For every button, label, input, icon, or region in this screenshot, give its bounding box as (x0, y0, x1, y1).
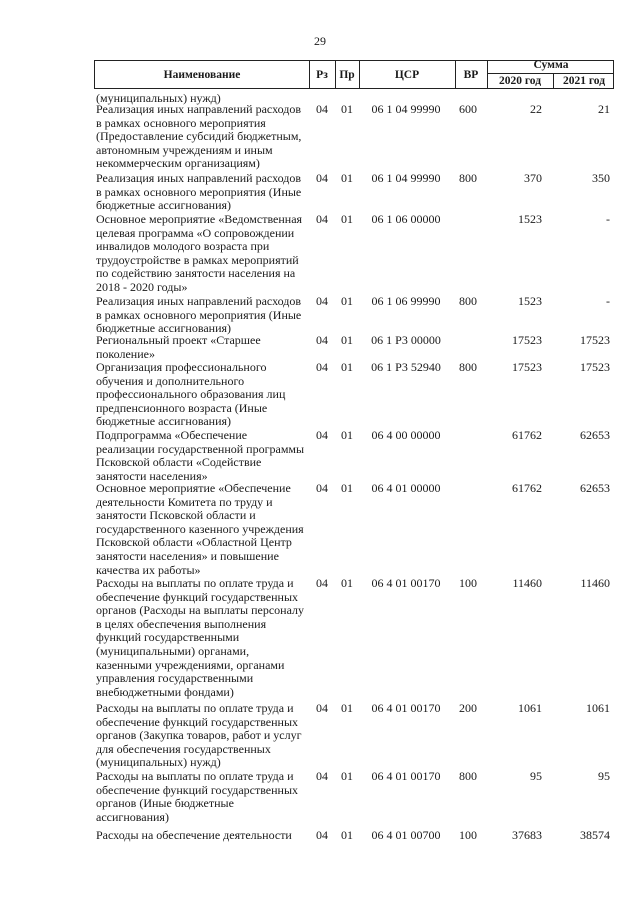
row-csr: 06 4 01 00170 (371, 769, 441, 783)
row-name: Реализация иных направлений расходов в рамках основного мероприятия (Иные бюджетные ассигнования) (96, 171, 302, 213)
row-name: (муниципальных) нужд) (96, 91, 221, 105)
row-name: Расходы на обеспечение деятельности (96, 828, 292, 842)
row-pr: 01 (341, 294, 353, 308)
header-vr: ВР (463, 69, 479, 81)
row-vr: 800 (459, 171, 477, 185)
row-csr: 06 4 01 00000 (371, 481, 441, 495)
row-name: Реализация иных направлений расходов в рамках основного мероприятия (Иные бюджетные ассигнования) (96, 294, 302, 336)
row-sum-2020: 61762 (512, 428, 542, 442)
row-sum-2021: 1061 (586, 701, 610, 715)
row-rz: 04 (316, 701, 328, 715)
row-sum-2021: 95 (598, 769, 610, 783)
row-rz: 04 (316, 294, 328, 308)
header-sum: Сумма (533, 59, 569, 71)
row-csr: 06 4 01 00170 (371, 576, 441, 590)
row-csr: 06 1 P3 00000 (371, 333, 441, 347)
row-vr: 800 (459, 360, 477, 374)
row-vr: 100 (459, 828, 477, 842)
row-name: Расходы на выплаты по оплате труда и обеспечение функций государственных органов (Закупка товаров, работ и услуг для обеспечения государственных (муниципальных) нужд) (96, 701, 302, 770)
row-rz: 04 (316, 102, 328, 116)
row-pr: 01 (341, 212, 353, 226)
row-csr: 06 1 04 99990 (371, 171, 441, 185)
row-pr: 01 (341, 828, 353, 842)
row-sum-2021: 17523 (580, 333, 610, 347)
row-sum-2020: 1523 (518, 294, 542, 308)
header-name: Наименование (163, 69, 241, 81)
row-name: Реализация иных направлений расходов в рамках основного мероприятия (Предоставление субсидий бюджетным, автономным учреждениям и иным некоммерческим организациям) (96, 102, 302, 171)
row-vr: 100 (459, 576, 477, 590)
row-rz: 04 (316, 360, 328, 374)
row-pr: 01 (341, 102, 353, 116)
row-csr: 06 4 00 00000 (371, 428, 441, 442)
row-name: Региональный проект «Старшее поколение» (96, 333, 261, 361)
row-sum-2021: - (606, 212, 610, 226)
row-sum-2021: 62653 (580, 481, 610, 495)
row-pr: 01 (341, 360, 353, 374)
row-sum-2020: 11460 (512, 576, 542, 590)
row-csr: 06 1 06 00000 (371, 212, 441, 226)
row-vr: 800 (459, 769, 477, 783)
row-sum-2020: 37683 (512, 828, 542, 842)
row-sum-2020: 17523 (512, 360, 542, 374)
row-rz: 04 (316, 576, 328, 590)
row-name: Подпрограмма «Обеспечение реализации государственной программы Псковской области «Содействие занятости населения» (96, 428, 305, 483)
row-name: Основное мероприятие «Ведомственная целевая программа «О сопровождении инвалидов молодого возраста при трудоустройстве в рамках мероприятий по содействию занятости населения на 2018 - 2020 годы» (96, 212, 303, 294)
row-rz: 04 (316, 828, 328, 842)
row-sum-2020: 1523 (518, 212, 542, 226)
row-pr: 01 (341, 333, 353, 347)
row-sum-2021: 62653 (580, 428, 610, 442)
row-name: Организация профессионального обучения и дополнительного профессионального образования лиц предпенсионного возраста (Иные бюджетные ассигнования) (96, 360, 286, 429)
row-csr: 06 4 01 00700 (371, 828, 441, 842)
row-rz: 04 (316, 428, 328, 442)
row-csr: 06 1 04 99990 (371, 102, 441, 116)
row-pr: 01 (341, 171, 353, 185)
header-rz: Рз (316, 69, 328, 81)
row-sum-2021: 350 (592, 171, 610, 185)
row-vr: 200 (459, 701, 477, 715)
row-pr: 01 (341, 481, 353, 495)
header-csr: ЦСР (394, 69, 420, 81)
row-sum-2021: 17523 (580, 360, 610, 374)
row-csr: 06 1 P3 52940 (371, 360, 441, 374)
row-name: Расходы на выплаты по оплате труда и обеспечение функций государственных органов (Иные бюджетные ассигнования) (96, 769, 299, 824)
row-name: Расходы на выплаты по оплате труда и обеспечение функций государственных органов (Расходы на выплаты персоналу в целях обеспечения выполнения функций государственными (муниципальными) органами, казенными учреждениями, органами управления государственными внебюджетными фондами) (96, 576, 304, 699)
row-pr: 01 (341, 428, 353, 442)
row-sum-2020: 17523 (512, 333, 542, 347)
row-sum-2021: 11460 (580, 576, 610, 590)
row-rz: 04 (316, 333, 328, 347)
row-name: Основное мероприятие «Обеспечение деятельности Комитета по труду и занятости Псковской области и государственного казенного учреждения Псковской области «Областной Центр занятости населения» и повышение качества их работы» (96, 481, 304, 577)
row-rz: 04 (316, 481, 328, 495)
row-sum-2021: 38574 (580, 828, 610, 842)
row-sum-2021: - (606, 294, 610, 308)
row-pr: 01 (341, 701, 353, 715)
header-year-2021: 2021 год (562, 75, 606, 87)
row-pr: 01 (341, 576, 353, 590)
row-vr: 600 (459, 102, 477, 116)
row-sum-2020: 61762 (512, 481, 542, 495)
row-sum-2020: 95 (530, 769, 542, 783)
table-header (94, 60, 614, 89)
row-rz: 04 (316, 171, 328, 185)
row-rz: 04 (316, 212, 328, 226)
row-pr: 01 (341, 769, 353, 783)
row-sum-2021: 21 (598, 102, 610, 116)
page-number: 29 (314, 34, 326, 48)
row-csr: 06 1 06 99990 (371, 294, 441, 308)
row-sum-2020: 1061 (518, 701, 542, 715)
header-pr: Пр (339, 69, 355, 81)
header-year-2020: 2020 год (498, 75, 542, 87)
row-vr: 800 (459, 294, 477, 308)
row-rz: 04 (316, 769, 328, 783)
row-sum-2020: 22 (530, 102, 542, 116)
row-sum-2020: 370 (524, 171, 542, 185)
row-csr: 06 4 01 00170 (371, 701, 441, 715)
